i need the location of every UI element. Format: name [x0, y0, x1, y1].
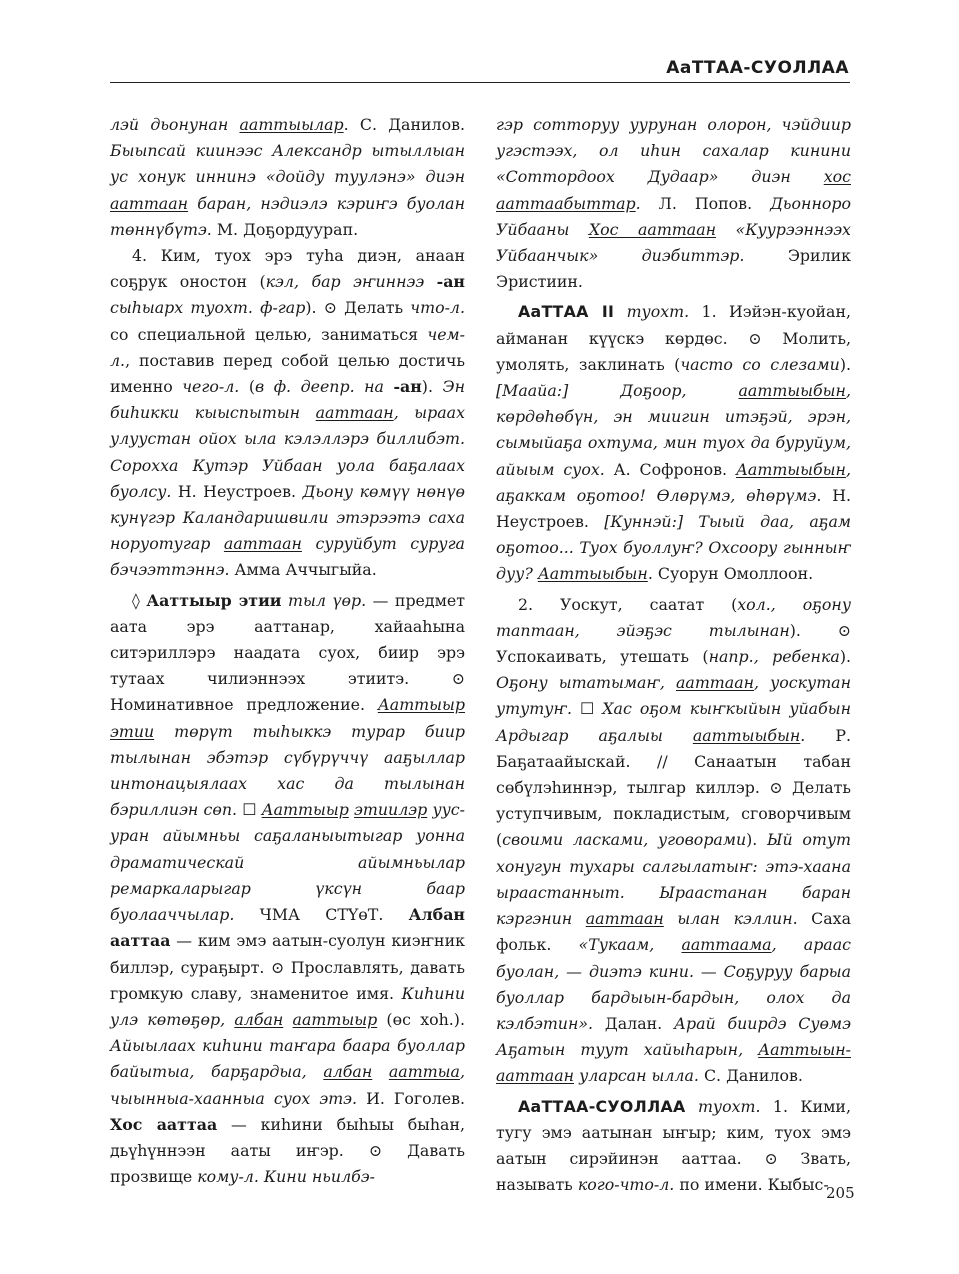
entry-paragraph: лэй дьонунан ааттыылар. С. Данилов. Быыпсай киинээс Александр ытыллыан ус хонук иннинэ «дойду туулэнэ» диэн ааттаан баран, нэдиэлэ кэриҥэ буолан төннүбүтэ. М. Доҕордуурап.: [110, 115, 465, 239]
entry-paragraph: 4. Ким, туох эрэ туһа диэн, анаан соҕрук оностон (кэл, бар эҥиннээ -ан сыһыарх туохт. ф-гар). ⊙ Делать что-л. со специальной целью, заниматься чем-л., поставив перед собой целью достичь именно чего-л. (в ф. деепр. на -ан). Эн биһикки кыыспытын ааттаан, ыраах улуустан ойох ыла кэлэллэрэ биллибэт. Сорохха Кутэр Уйбаан уола баҕалаах буолсу. Н. Неустроев. Дьону көмүү нөнүө кунүгэр Каландаришвили этэрээтэ саха норуотугар ааттаан суруйбут суруга бэчээттэннэ. Амма Аччыгыйа.: [110, 246, 465, 580]
left-column: [110, 112, 465, 1190]
header-rule: [110, 82, 850, 83]
running-title: АаТТАА-СУОЛЛАА: [666, 58, 849, 78]
entry-paragraph: гэр сотторуу уурунан олорон, чэйдиир угэстээх, ол иһин сахалар кинини «Соттордоох Дудаар» диэн хос ааттаабыттар. Л. Попов. Дьонноро Уйбааны Хос ааттаан «Куурээннээх Уйбаанчык» диэбиттэр. Эрилик Эристиин.: [496, 115, 852, 292]
page-number: 205: [826, 1184, 855, 1202]
headword-entry: АаТТАА II туохт. 1. Иэйэн-куойан, айманан күүскэ көрдөс. ⊙ Молить, умолять, заклинать (часто со слезами). [Маайа:] Доҕоор, ааттыыбын, көрдөһөбүн, эн миигин итэҕэй, эрэн, сымыйаҕа охтума, мин туох да буруйум, айыым суох. А. Софронов. Ааттыыбын, аҕаккам оҕотоо! Өлөрүмэ, өһөрүмэ. Н. Неустроев. [Куннэй:] Тыый даа, аҕам оҕотоо... Туох буоллуҥ? Охсоору гынныҥ дуу? Ааттыыбын. Суорун Омоллоон.: [496, 302, 851, 584]
entry-paragraph: ◊ Ааттыыр этии тыл үөр. — предмет аата эрэ ааттанар, хайааһына ситэриллэрэ наадата суох, биир эрэ тутаах чилиэннээх этиитэ. ⊙ Номинативное предложение. Ааттыыр этии төрүт тыһыккэ турар биир тылынан эбэтэр сүбүрүччү ааҕыллар интонацыялаах хас да тылынан бэриллиэн сөп. ☐ Ааттыыр этиилэр уус-уран айымньы саҕаланыытыгар уонна драматическай айымньылар ремаркаларыгар үксүн баар буолааччылар. ЧМА СТҮөТ. Албан ааттаа — ким эмэ аатын-суолун киэҥник биллэр, сураҕырт. ⊙ Прославлять, давать громкую славу, знаменитое имя. Киһини улэ көтөҕөр, албан ааттыыр (өс хоһ.). Айыылаах киһини таҥара баара буоллар байытыа, барҕардыа, албан ааттыа, чыынныа-хаанныа суох этэ. И. Гоголев. Хос ааттаа — киһини быһыы быһан, дьүһүннээн ааты иҥэр. ⊙ Давать прозвище кому-л. Кини ньилбэ-: [110, 590, 466, 1187]
right-column: [496, 112, 851, 1198]
headword-entry: АаТТАА-СУОЛЛАА туохт. 1. Кими, тугу эмэ аатынан ыҥыр; ким, туох эмэ аатын сирэйинэн ааттаа. ⊙ Звать, называть кого-что-л. по имени. Кыбыс-: [496, 1096, 851, 1195]
entry-paragraph: 2. Уоскут, саатат (хол., оҕону таптаан, эйэҕэс тылынан). ⊙ Успокаивать, утешать (напр., ребенка). Оҕону ытатымаҥ, ааттаан, уоскутан утутуҥ. ☐ Хас оҕом кыҥкыйын уйабын Ардыгар аҕалыы ааттыыбын. Р. Баҕатаайыскай. // Санаатын табан сөбүлэһиннэр, тылгар киллэр. ⊙ Делать уступчивым, покладистым, сговорчивым (своими ласками, уговорами). Ый отут хонугун тухары салгылатыҥ: этэ-хаана ыраастанныт. Ыраастанан баран кэргэнин ааттаан ылан кэллин. Саха фольк. «Тукаам, ааттаама, араас буолан, — диэтэ кини. — Соҕуруу барыа буоллар бардыын-бардын, олох да кэлбэтин». Далан. Арай биирдэ Суөмэ Аҕатын туут хайыһарын, Ааттыын-ааттаан уларсан ылла. С. Данилов.: [496, 594, 852, 1086]
